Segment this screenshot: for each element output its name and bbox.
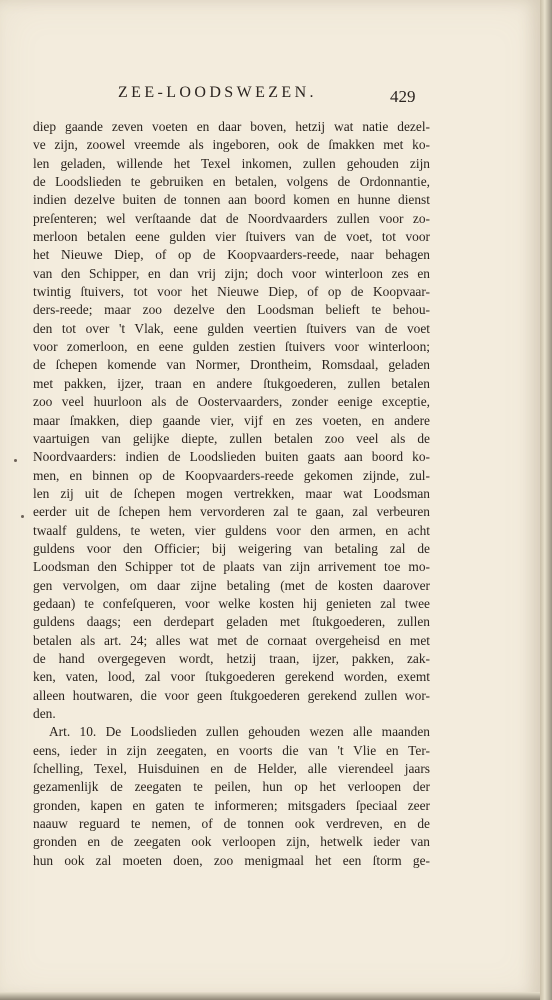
text-line: Noordvaarders: indien de Loodslieden buiten gaats aan boord ko-	[33, 449, 430, 465]
text-line: zoo veel huurloon als de Oostervaarders, zonder eenige exceptie,	[33, 394, 430, 410]
text-line: merloon betalen eene gulden vier ſtuivers van de voet, tot voor	[33, 229, 430, 245]
text-line: vaartuigen van gelijke diepte, zullen betalen zoo veel als de	[33, 430, 430, 446]
text-line: hun ook zal moeten doen, zoo menigmaal het een ſtorm ge-	[33, 852, 430, 868]
text-line: ve zijn, zoowel vreemde als ingeboren, ook de ſmakken met ko-	[33, 137, 430, 153]
text-line: gezamenlijk de zeegaten te peilen, hun op het verloopen der	[33, 779, 430, 795]
text-line: twaalf guldens, te weten, vier guldens voor den armen, en acht	[33, 522, 430, 538]
text-line: met pakken, ijzer, traan en andere ſtukgoederen, zullen betalen	[33, 375, 430, 391]
ink-speck	[21, 515, 24, 518]
text-line: gen vervolgen, om daar zijne betaling (met de kosten daarover	[33, 577, 430, 593]
text-line: de hand overgegeven wordt, hetzij traan, ijzer, pakken, zak-	[33, 650, 430, 666]
text-line: naauw reguard te nemen, of de tonnen ook verdreven, en de	[33, 816, 430, 832]
text-line: ſchelling, Texel, Huisduinen en de Helder, alle vierendeel jaars	[33, 761, 430, 777]
text-line: ders-reede; maar zoo dezelve den Loodsman belieft te behou-	[33, 302, 430, 318]
text-line: preſenteren; wel verſtaande dat de Noordvaarders zullen voor zo-	[33, 210, 430, 226]
text-line: de ſchepen komende van Normer, Drontheim, Romsdaal, geladen	[33, 357, 430, 373]
text-line: maar ſmakken, diep gaande vier, vijf en zes voeten, en andere	[33, 412, 430, 428]
body-text	[33, 118, 430, 870]
text-line: eens, ieder in zijn zeegaten, en voorts die van 't Vlie en Ter-	[33, 742, 430, 758]
text-line: alleen houtwaren, die voor geen ſtukgoederen gerekend zullen wor-	[33, 687, 430, 703]
text-line: guldens daags; een derdepart geladen met ſtukgoederen, zullen	[33, 614, 430, 630]
text-line: den.	[33, 706, 56, 721]
running-title: ZEE-LOODSWEZEN.	[118, 84, 317, 101]
text-line: gronden, kapen en gaten te informeren; mitsgaders ſpeciaal zeer	[33, 797, 430, 813]
text-line: len zij uit de ſchepen mogen vertrekken, maar wat Loodsman	[33, 485, 430, 501]
text-line: het Nieuwe Diep, of op de Koopvaarders-reede, naar behagen	[33, 247, 430, 263]
text-line: guldens voor den Officier; bij weigering van betaling zal de	[33, 540, 430, 556]
text-line: twintig ſtuivers, tot voor het Nieuwe Diep, of op de Koopvaar-	[33, 284, 430, 300]
page-edge-bottom	[0, 992, 540, 1000]
page-edge-right	[540, 0, 552, 1000]
text-line: diep gaande zeven voeten en daar boven, hetzij wat natie dezel-	[33, 119, 430, 134]
text-line: ken, vaten, lood, zal voor ſtukgoederen gerekend worden, exemt	[33, 669, 430, 685]
text-line: gronden en de zeegaten ook verloopen zijn, hetwelk ieder van	[33, 834, 430, 850]
text-line: van den Schipper, en dan vrij zijn; doch voor winterloon zes en	[33, 265, 430, 281]
text-line: gedaan) te confeſqueren, voor welke kosten hij genieten zal twee	[33, 595, 430, 611]
article-start-line: Art. 10. De Loodslieden zullen gehouden wezen alle maanden	[49, 724, 430, 740]
text-line: Loodsman den Schipper tot de plaats van zijn arrivement toe mo-	[33, 559, 430, 575]
text-line: len geladen, willende het Texel inkomen, zullen gehouden zijn	[33, 155, 430, 171]
text-line: betalen als art. 24; alles wat met de cornaat overgeheisd en met	[33, 632, 430, 648]
text-line: de Loodslieden te gebruiken en betalen, volgens de Ordonnantie,	[33, 174, 430, 190]
text-line: men, en binnen op de Koopvaarders-reede gekomen zijnde, zul-	[33, 467, 430, 483]
ink-speck	[14, 459, 17, 462]
text-line: den tot over 't Vlak, eene gulden veertien ſtuivers van de voet	[33, 320, 430, 336]
text-line: indien dezelve buiten de tonnen aan boord komen en hunne dienst	[33, 192, 430, 208]
page-number: 429	[390, 87, 416, 106]
text-line: voor zomerloon, en eene gulden zestien ſtuivers voor winterloon;	[33, 339, 430, 355]
text-line: eerder uit de ſchepen hem vervorderen zal te gaan, zal verbeuren	[33, 504, 430, 520]
